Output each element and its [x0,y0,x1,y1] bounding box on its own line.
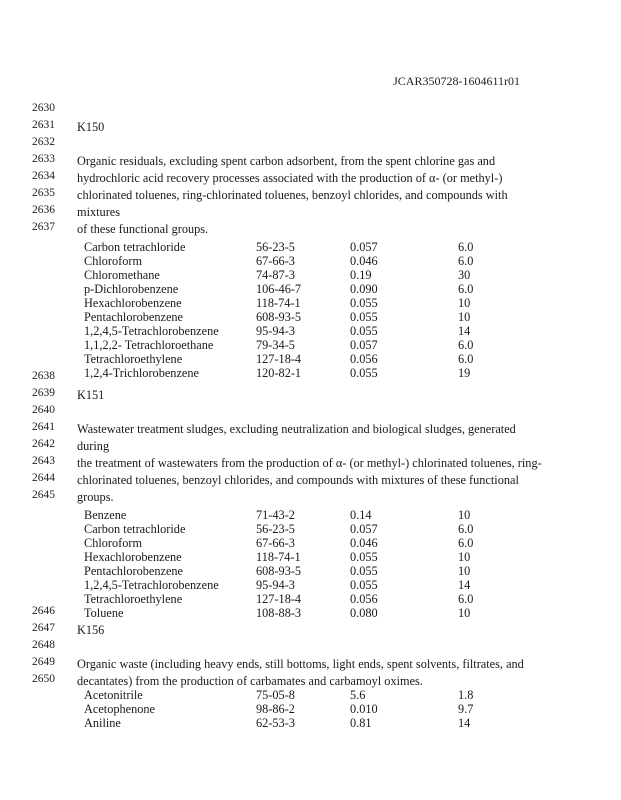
cas-number: 98-86-2 [256,702,295,716]
line-number: 2647 [32,622,55,634]
constituent-name: Chloromethane [84,268,160,282]
nonwastewater-standard: 6.0 [458,536,474,550]
nonwastewater-standard: 9.7 [458,702,474,716]
cas-number: 67-66-3 [256,536,295,550]
wastewater-standard: 0.14 [350,508,372,522]
constituent-name: Acetonitrile [84,688,143,702]
cas-number: 56-23-5 [256,522,295,536]
line-number: 2645 [32,489,55,501]
line-number: 2636 [32,204,55,216]
table-row [84,716,524,730]
line-number: 2639 [32,387,55,399]
cas-number: 106-46-7 [256,282,302,296]
description-line: groups. [77,490,114,504]
nonwastewater-standard: 10 [458,310,471,324]
cas-number: 608-93-5 [256,310,302,324]
line-number: 2649 [32,656,55,668]
table-row [84,324,524,338]
table-row [84,338,524,352]
wastewater-standard: 0.057 [350,240,378,254]
nonwastewater-standard: 14 [458,578,471,592]
constituent-name: Pentachlorobenzene [84,310,184,324]
line-number: 2644 [32,472,55,484]
constituent-name: Acetophenone [84,702,156,716]
table-row [84,536,524,550]
line-number: 2631 [32,119,55,131]
cas-number: 79-34-5 [256,338,295,352]
nonwastewater-standard: 6.0 [458,240,474,254]
table-row [84,268,524,282]
table-row [84,550,524,564]
nonwastewater-standard: 6.0 [458,254,474,268]
cas-number: 108-88-3 [256,606,302,620]
line-number: 2650 [32,673,55,685]
line-number: 2643 [32,455,55,467]
cas-number: 118-74-1 [256,296,301,310]
cas-number: 120-82-1 [256,366,302,380]
line-number: 2641 [32,421,55,433]
constituent-name: p-Dichlorobenzene [84,282,179,296]
waste-code-k151: K151 [77,388,105,402]
description-line: Organic waste (including heavy ends, still bottoms, light ends, spent solvents, filtrates, and [77,657,524,671]
line-number: 2642 [32,438,55,450]
k150-description [77,153,547,238]
table-row [84,522,524,536]
constituent-name: Pentachlorobenzene [84,564,184,578]
table-row [84,282,524,296]
nonwastewater-standard: 10 [458,564,471,578]
wastewater-standard: 0.055 [350,296,378,310]
wastewater-standard: 0.055 [350,564,378,578]
waste-code-k156: K156 [77,623,105,637]
table-row [84,240,524,254]
table-row [84,508,524,522]
wastewater-standard: 0.046 [350,536,378,550]
line-number: 2637 [32,221,55,233]
nonwastewater-standard: 14 [458,324,471,338]
wastewater-standard: 0.056 [350,352,378,366]
wastewater-standard: 5.6 [350,688,366,702]
wastewater-standard: 0.046 [350,254,378,268]
table-row [84,352,524,366]
wastewater-standard: 0.056 [350,592,378,606]
k151-description [77,421,547,506]
line-number: 2638 [32,370,55,382]
table-row [84,702,524,716]
k156-description [77,656,547,690]
document-id: JCAR350728-1604611r01 [393,74,520,88]
constituent-name: Carbon tetrachloride [84,240,186,254]
constituent-name: 1,2,4,5-Tetrachlorobenzene [84,578,219,592]
table-row [84,296,524,310]
nonwastewater-standard: 6.0 [458,592,474,606]
table-row [84,366,524,380]
description-line: Organic residuals, excluding spent carbon adsorbent, from the spent chlorine gas and [77,154,496,168]
constituent-name: Hexachlorobenzene [84,296,182,310]
line-number: 2633 [32,153,55,165]
cas-number: 127-18-4 [256,592,302,606]
nonwastewater-standard: 10 [458,606,471,620]
cas-number: 608-93-5 [256,564,302,578]
constituent-name: Chloroform [84,536,143,550]
cas-number: 74-87-3 [256,268,295,282]
description-line: hydrochloric acid recovery processes associated with the production of α- (or methyl-) [77,171,503,185]
wastewater-standard: 0.055 [350,550,378,564]
nonwastewater-standard: 1.8 [458,688,474,702]
cas-number: 71-43-2 [256,508,295,522]
table-row [84,564,524,578]
wastewater-standard: 0.055 [350,366,378,380]
cas-number: 56-23-5 [256,240,295,254]
cas-number: 67-66-3 [256,254,295,268]
wastewater-standard: 0.010 [350,702,378,716]
nonwastewater-standard: 30 [458,268,471,282]
cas-number: 75-05-8 [256,688,295,702]
line-number: 2630 [32,102,55,114]
cas-number: 62-53-3 [256,716,295,730]
line-number: 2640 [32,404,55,416]
waste-code-k150: K150 [77,120,105,134]
constituent-name: 1,1,2,2- Tetrachloroethane [84,338,214,352]
wastewater-standard: 0.055 [350,324,378,338]
cas-number: 118-74-1 [256,550,301,564]
constituent-name: Hexachlorobenzene [84,550,182,564]
table-row [84,310,524,324]
constituent-name: Toluene [84,606,124,620]
cas-number: 127-18-4 [256,352,302,366]
wastewater-standard: 0.080 [350,606,378,620]
wastewater-standard: 0.055 [350,310,378,324]
nonwastewater-standard: 14 [458,716,471,730]
description-line: the treatment of wastewaters from the production of α- (or methyl-) chlorinated toluenes, ring- [77,456,542,470]
wastewater-standard: 0.055 [350,578,378,592]
constituent-name: Aniline [84,716,121,730]
line-number: 2634 [32,170,55,182]
constituent-name: Chloroform [84,254,143,268]
nonwastewater-standard: 19 [458,366,471,380]
constituent-name: Tetrachloroethylene [84,352,183,366]
line-number: 2635 [32,187,55,199]
wastewater-standard: 0.057 [350,522,378,536]
nonwastewater-standard: 6.0 [458,338,474,352]
nonwastewater-standard: 6.0 [458,352,474,366]
wastewater-standard: 0.19 [350,268,372,282]
line-number: 2632 [32,136,55,148]
constituent-name: Tetrachloroethylene [84,592,183,606]
table-row [84,578,524,592]
cas-number: 95-94-3 [256,578,295,592]
constituent-name: Carbon tetrachloride [84,522,186,536]
description-line: decantates) from the production of carbamates and carbamoyl oximes. [77,674,423,688]
description-line: chlorinated toluenes, ring-chlorinated toluenes, benzoyl chlorides, and compounds with mixtures [77,188,508,219]
table-row [84,688,524,702]
table-row [84,254,524,268]
nonwastewater-standard: 6.0 [458,522,474,536]
table-row [84,592,524,606]
wastewater-standard: 0.090 [350,282,378,296]
wastewater-standard: 0.81 [350,716,372,730]
description-line: of these functional groups. [77,222,209,236]
constituent-name: 1,2,4,5-Tetrachlorobenzene [84,324,219,338]
nonwastewater-standard: 10 [458,508,471,522]
constituent-name: 1,2,4-Trichlorobenzene [84,366,199,380]
line-number: 2648 [32,639,55,651]
wastewater-standard: 0.057 [350,338,378,352]
nonwastewater-standard: 6.0 [458,282,474,296]
cas-number: 95-94-3 [256,324,295,338]
nonwastewater-standard: 10 [458,550,471,564]
line-number: 2646 [32,605,55,617]
table-row [84,606,524,620]
constituent-name: Benzene [84,508,127,522]
description-line: chlorinated toluenes, benzoyl chlorides, and compounds with mixtures of these functional [77,473,519,487]
description-line: Wastewater treatment sludges, excluding neutralization and biological sludges, generated during [77,422,516,453]
nonwastewater-standard: 10 [458,296,471,310]
